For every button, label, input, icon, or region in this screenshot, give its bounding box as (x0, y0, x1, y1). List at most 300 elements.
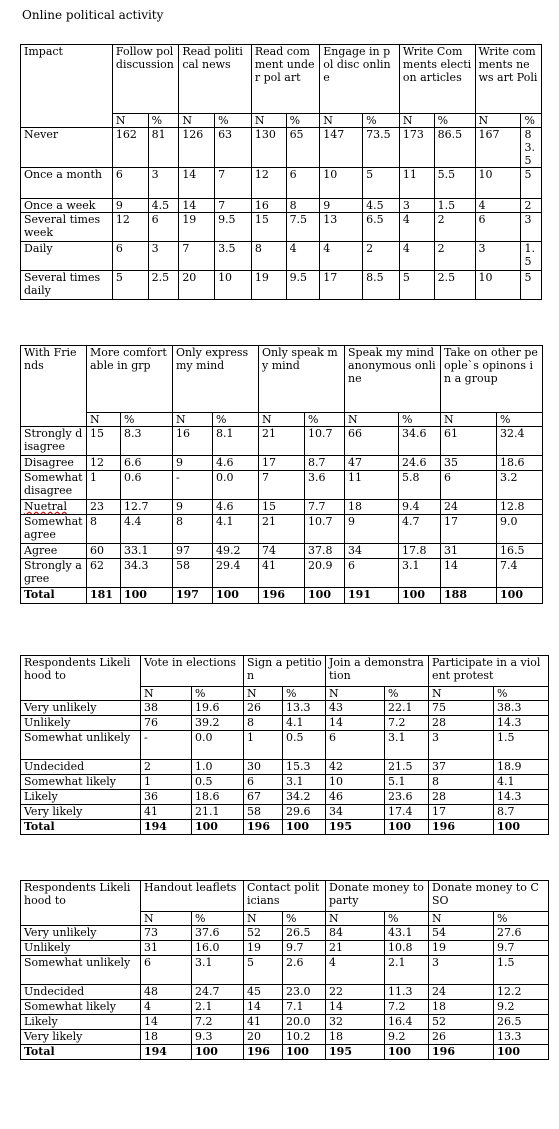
table-cell: 8 (429, 775, 494, 790)
table-cell: 9.5 (215, 213, 252, 242)
table-cell: 5 (399, 271, 434, 300)
table-cell: 22 (326, 985, 385, 1000)
table-cell: 31 (441, 544, 497, 559)
table-cell: 6 (112, 168, 148, 199)
subheader-cell: N (399, 114, 434, 128)
column-header: Donate money to party (326, 881, 429, 912)
table-row (21, 456, 543, 471)
table-cell: 17.4 (385, 805, 429, 820)
table-cell: 58 (244, 805, 283, 820)
table-cell: 24 (429, 985, 494, 1000)
table-cell: 60 (87, 544, 121, 559)
table-cell: 39.2 (192, 716, 244, 731)
table-cell: 15 (87, 427, 121, 456)
table-cell: 1.5 (434, 199, 475, 213)
table-cell: 4.5 (148, 199, 179, 213)
table-cell: 11 (345, 471, 399, 500)
table-cell: 3 (399, 199, 434, 213)
subheader-cell: % (385, 912, 429, 926)
table-cell: 2.5 (434, 271, 475, 300)
table-cell: 162 (112, 128, 148, 168)
table-cell: 16.5 (497, 544, 543, 559)
table-cell: 9 (112, 199, 148, 213)
table-cell: 73.5 (363, 128, 400, 168)
table-cell: 67 (244, 790, 283, 805)
table-cell: 6 (244, 775, 283, 790)
table-cell: 20 (244, 1030, 283, 1045)
total-cell: 100 (283, 820, 326, 835)
subheader-cell: % (148, 114, 179, 128)
table-cell: 147 (320, 128, 363, 168)
total-cell: 196 (259, 588, 305, 604)
table-cell: 5 (363, 168, 400, 199)
table-cell: 9 (320, 199, 363, 213)
table-cell: 4 (399, 242, 434, 271)
table-row (21, 1000, 549, 1015)
table-cell: 34.6 (399, 427, 441, 456)
table-cell: 4.6 (213, 500, 259, 515)
table-cell: 4 (141, 1000, 192, 1015)
table-cell: 76 (141, 716, 192, 731)
total-cell: 100 (494, 820, 549, 835)
row-label: Somewhat likely (21, 1000, 141, 1015)
table-cell: 12.8 (497, 500, 543, 515)
column-header: Only speak my mind (259, 346, 345, 413)
table-cell: 6 (345, 559, 399, 588)
table-cell: 17 (320, 271, 363, 300)
table-cell: 18.6 (192, 790, 244, 805)
table-cell: 6.6 (121, 456, 173, 471)
table-cell: 2 (521, 199, 542, 213)
table-cell: 1.5 (521, 242, 542, 271)
table-row (21, 1015, 549, 1030)
table-cell: 74 (259, 544, 305, 559)
total-cell: 194 (141, 820, 192, 835)
table-cell: 3 (521, 213, 542, 242)
table-cell: 8 (244, 716, 283, 731)
table-cell: 10.2 (283, 1030, 326, 1045)
likelihood-table-2 (20, 880, 549, 1060)
row-label: Strongly agree (21, 559, 87, 588)
table-cell: 10.8 (385, 941, 429, 956)
table-cell: 19 (179, 213, 215, 242)
table-cell: 4.1 (283, 716, 326, 731)
table-cell: 7.2 (385, 716, 429, 731)
row-label: Undecided (21, 760, 141, 775)
subheader-cell: % (213, 413, 259, 427)
table-cell: 8.7 (305, 456, 345, 471)
subheader-cell: N (429, 687, 494, 701)
table-row (21, 716, 549, 731)
table-cell: 19 (244, 941, 283, 956)
table-cell: 9 (173, 500, 213, 515)
subheader-cell: % (434, 114, 475, 128)
table-cell: 8 (251, 242, 286, 271)
table-cell: 16 (251, 199, 286, 213)
subheader-cell: N (141, 687, 192, 701)
table-cell: 7.2 (192, 1015, 244, 1030)
table-cell: 10 (475, 271, 521, 300)
table-cell: 18 (345, 500, 399, 515)
table-cell: 6 (286, 168, 320, 199)
header-row (21, 656, 549, 687)
subheader-cell: % (497, 413, 543, 427)
subheader-cell: % (363, 114, 400, 128)
subheader-cell: % (385, 687, 429, 701)
table-cell: 15.3 (283, 760, 326, 775)
table-cell: 7.4 (497, 559, 543, 588)
table-cell: 7 (259, 471, 305, 500)
table-cell: 1 (244, 731, 283, 760)
subheader-cell: N (87, 413, 121, 427)
table-row (21, 128, 542, 168)
column-header: Sign a petition (244, 656, 326, 687)
table-cell: 10 (326, 775, 385, 790)
table-cell: 24.6 (399, 456, 441, 471)
table-cell: 4.1 (494, 775, 549, 790)
table-cell: 4.5 (363, 199, 400, 213)
table-cell: 4.7 (399, 515, 441, 544)
table-cell: 5.8 (399, 471, 441, 500)
total-cell: 100 (494, 1045, 549, 1060)
table-cell: 14 (326, 716, 385, 731)
table-cell: 8 (87, 515, 121, 544)
table-cell: 15 (259, 500, 305, 515)
table-cell: 5 (112, 271, 148, 300)
column-header: Contact politicians (244, 881, 326, 912)
row-label: Somewhat agree (21, 515, 87, 544)
table-row (21, 515, 543, 544)
table-cell: 0.5 (283, 731, 326, 760)
total-row (21, 820, 549, 835)
table-cell: 6 (148, 213, 179, 242)
table-cell: 173 (399, 128, 434, 168)
table-cell: 2 (434, 242, 475, 271)
table-row (21, 941, 549, 956)
total-cell: 194 (141, 1045, 192, 1060)
table-cell: 33.1 (121, 544, 173, 559)
table-row (21, 199, 542, 213)
table-cell: 26 (244, 701, 283, 716)
total-cell: 195 (326, 820, 385, 835)
row-label: Undecided (21, 985, 141, 1000)
table-cell: 14 (441, 559, 497, 588)
total-cell: 196 (244, 1045, 283, 1060)
table-cell: 7.2 (385, 1000, 429, 1015)
table-cell: 3.1 (192, 956, 244, 985)
row-label: Disagree (21, 456, 87, 471)
table-cell: 18.9 (494, 760, 549, 775)
row-label: Somewhat unlikely (21, 731, 141, 760)
column-header: Donate money to CSO (429, 881, 549, 912)
table-cell: 126 (179, 128, 215, 168)
table-cell: 1.0 (192, 760, 244, 775)
table-cell: 4 (286, 242, 320, 271)
header-row (21, 45, 542, 114)
table-cell: 24 (441, 500, 497, 515)
table-cell: 23.6 (385, 790, 429, 805)
subheader-cell: N (326, 687, 385, 701)
table-row (21, 926, 549, 941)
table-cell: 6.5 (363, 213, 400, 242)
table-cell: 12.2 (494, 985, 549, 1000)
table-cell: 4.4 (121, 515, 173, 544)
table-cell: 29.6 (283, 805, 326, 820)
subheader-cell: % (399, 413, 441, 427)
table-cell: 2 (363, 242, 400, 271)
column-header: Vote in elections (141, 656, 244, 687)
subheader-cell: N (259, 413, 305, 427)
table-cell: 9.4 (399, 500, 441, 515)
row-label: Very unlikely (21, 701, 141, 716)
table-cell: 26 (429, 1030, 494, 1045)
subheader-cell: % (283, 687, 326, 701)
column-header: Follow pol discussion (112, 45, 178, 114)
table-cell: 22.1 (385, 701, 429, 716)
table-cell: 18.6 (497, 456, 543, 471)
table-cell: 18 (326, 1030, 385, 1045)
table-cell: 9.5 (286, 271, 320, 300)
table-cell: 81 (148, 128, 179, 168)
table-cell: 5 (521, 168, 542, 199)
table-cell: 21 (326, 941, 385, 956)
table-cell: 14 (141, 1015, 192, 1030)
table-cell: 6 (441, 471, 497, 500)
table-cell: 9.0 (497, 515, 543, 544)
table-cell: 66 (345, 427, 399, 456)
table-cell: 0.5 (192, 775, 244, 790)
table-row (21, 956, 549, 985)
table-cell: 21.5 (385, 760, 429, 775)
table-cell: 24.7 (192, 985, 244, 1000)
table-cell: 2.1 (192, 1000, 244, 1015)
total-cell: 196 (429, 1045, 494, 1060)
table-row (21, 271, 542, 300)
column-header: Participate in a violent protest (429, 656, 549, 687)
table-row (21, 242, 542, 271)
table-cell: 9.3 (192, 1030, 244, 1045)
table-cell: 31 (141, 941, 192, 956)
table-cell: 12 (112, 213, 148, 242)
table-cell: 0.6 (121, 471, 173, 500)
subheader-cell: N (326, 912, 385, 926)
table-cell: 8.3 (121, 427, 173, 456)
table-cell: 3 (148, 168, 179, 199)
table-cell: 14 (179, 168, 215, 199)
table-cell: 45 (244, 985, 283, 1000)
table-cell: 4.6 (213, 456, 259, 471)
row-label: Several times daily (21, 271, 113, 300)
row-label: Somewhat likely (21, 775, 141, 790)
total-cell: 100 (399, 588, 441, 604)
table-cell: 16 (173, 427, 213, 456)
table-row (21, 760, 549, 775)
table-cell: 12 (87, 456, 121, 471)
row-label: Several times week (21, 213, 113, 242)
subheader-row (21, 413, 543, 427)
table-cell: 3.5 (215, 242, 252, 271)
table-cell: 3 (148, 242, 179, 271)
table-cell: 38.3 (494, 701, 549, 716)
subheader-cell: N (141, 912, 192, 926)
subheader-cell: N (475, 114, 521, 128)
table-cell: 17 (259, 456, 305, 471)
header-row (21, 346, 543, 413)
table-cell: 49.2 (213, 544, 259, 559)
table-cell: 0.0 (213, 471, 259, 500)
subheader-cell: % (192, 912, 244, 926)
table-cell: 75 (429, 701, 494, 716)
total-cell: 181 (87, 588, 121, 604)
total-label: Total (21, 588, 87, 604)
subheader-cell: N (441, 413, 497, 427)
table-cell: 7.5 (286, 213, 320, 242)
table-cell: 43 (326, 701, 385, 716)
online-activity-table (20, 44, 542, 300)
table-row (21, 701, 549, 716)
table-cell: 32 (326, 1015, 385, 1030)
table-cell: 12 (251, 168, 286, 199)
table-cell: 15 (251, 213, 286, 242)
table-cell: 34 (345, 544, 399, 559)
table-cell: 34.3 (121, 559, 173, 588)
table-cell: 26.5 (494, 1015, 549, 1030)
total-label: Total (21, 820, 141, 835)
total-row (21, 588, 543, 604)
table-row (21, 775, 549, 790)
row-label: Very likely (21, 1030, 141, 1045)
table-cell: 167 (475, 128, 521, 168)
row-label: Once a month (21, 168, 113, 199)
table-cell: 13.3 (494, 1030, 549, 1045)
subheader-cell: % (494, 912, 549, 926)
table-cell: 8.7 (494, 805, 549, 820)
table-cell: 30 (244, 760, 283, 775)
row-label: Strongly disagree (21, 427, 87, 456)
table-cell: 34 (326, 805, 385, 820)
table-cell: 8.5 (363, 271, 400, 300)
table-cell: 14.3 (494, 790, 549, 805)
table-cell: 8 (173, 515, 213, 544)
table-cell: 7 (215, 199, 252, 213)
table-cell: 65 (286, 128, 320, 168)
total-cell: 100 (497, 588, 543, 604)
column-header: Handout leaflets (141, 881, 244, 912)
table-cell: 2.5 (148, 271, 179, 300)
table-cell: 3.1 (399, 559, 441, 588)
table-cell: 9 (173, 456, 213, 471)
total-cell: 191 (345, 588, 399, 604)
table-row (21, 213, 542, 242)
table-cell: 14.3 (494, 716, 549, 731)
table-cell: 7 (179, 242, 215, 271)
table-cell: 46 (326, 790, 385, 805)
table-cell: 18 (429, 1000, 494, 1015)
table-cell: 18 (141, 1030, 192, 1045)
table-cell: 9.7 (494, 941, 549, 956)
total-cell: 188 (441, 588, 497, 604)
table-cell: 10 (320, 168, 363, 199)
table-cell: 3 (429, 731, 494, 760)
row-header-label: Respondents Likelihood to (21, 881, 141, 926)
table-cell: 0.0 (192, 731, 244, 760)
column-header: Read political news (179, 45, 252, 114)
with-friends-table (20, 345, 543, 604)
table-cell: 3.2 (497, 471, 543, 500)
table-cell: 27.6 (494, 926, 549, 941)
row-label: Unlikely (21, 941, 141, 956)
row-header-label: Impact (21, 45, 113, 128)
total-label: Total (21, 1045, 141, 1060)
table-cell: 4 (475, 199, 521, 213)
total-cell: 100 (283, 1045, 326, 1060)
total-cell: 196 (429, 820, 494, 835)
table-cell: 83.5 (521, 128, 542, 168)
subheader-cell: % (286, 114, 320, 128)
table-cell: 11 (399, 168, 434, 199)
table-cell: 52 (429, 1015, 494, 1030)
subheader-cell: % (121, 413, 173, 427)
table-cell: 3 (429, 956, 494, 985)
total-cell: 100 (305, 588, 345, 604)
table-cell: 13 (320, 213, 363, 242)
row-label: Once a week (21, 199, 113, 213)
table-cell: 2.1 (385, 956, 429, 985)
total-cell: 100 (121, 588, 173, 604)
subheader-cell: N (244, 687, 283, 701)
row-header-label: With Friends (21, 346, 87, 427)
table-row (21, 500, 543, 515)
table-cell: 8.1 (213, 427, 259, 456)
table-cell: 19 (429, 941, 494, 956)
column-header: Write Comments election articles (399, 45, 475, 114)
table-cell: 21 (259, 515, 305, 544)
subheader-cell: N (173, 413, 213, 427)
table-cell: 7.7 (305, 500, 345, 515)
table-cell: 41 (259, 559, 305, 588)
table-cell: 10.7 (305, 427, 345, 456)
table-cell: 1.5 (494, 731, 549, 760)
table-cell: 14 (179, 199, 215, 213)
subheader-cell: % (305, 413, 345, 427)
table-cell: 19.6 (192, 701, 244, 716)
column-header: Join a demonstration (326, 656, 429, 687)
table-cell: 5.5 (434, 168, 475, 199)
subheader-cell: N (320, 114, 363, 128)
table-cell: 20 (179, 271, 215, 300)
table-row (21, 471, 543, 500)
row-label: Very likely (21, 805, 141, 820)
table-cell: 34.2 (283, 790, 326, 805)
table-cell: 32.4 (497, 427, 543, 456)
total-cell: 195 (326, 1045, 385, 1060)
table-cell: 21.1 (192, 805, 244, 820)
table-cell: 52 (244, 926, 283, 941)
row-label: Somewhat unlikely (21, 956, 141, 985)
table-cell: 6 (141, 956, 192, 985)
row-label: Very unlikely (21, 926, 141, 941)
table-row (21, 985, 549, 1000)
table-cell: 28 (429, 790, 494, 805)
table-cell: 29.4 (213, 559, 259, 588)
table-cell: 3 (475, 242, 521, 271)
table-cell: 9.7 (283, 941, 326, 956)
table-cell: 17 (441, 515, 497, 544)
column-header: Speak my mind anonymous online (345, 346, 441, 413)
column-header: Engage in pol disc online (320, 45, 400, 114)
table-cell: 13.3 (283, 701, 326, 716)
table-cell: 12.7 (121, 500, 173, 515)
